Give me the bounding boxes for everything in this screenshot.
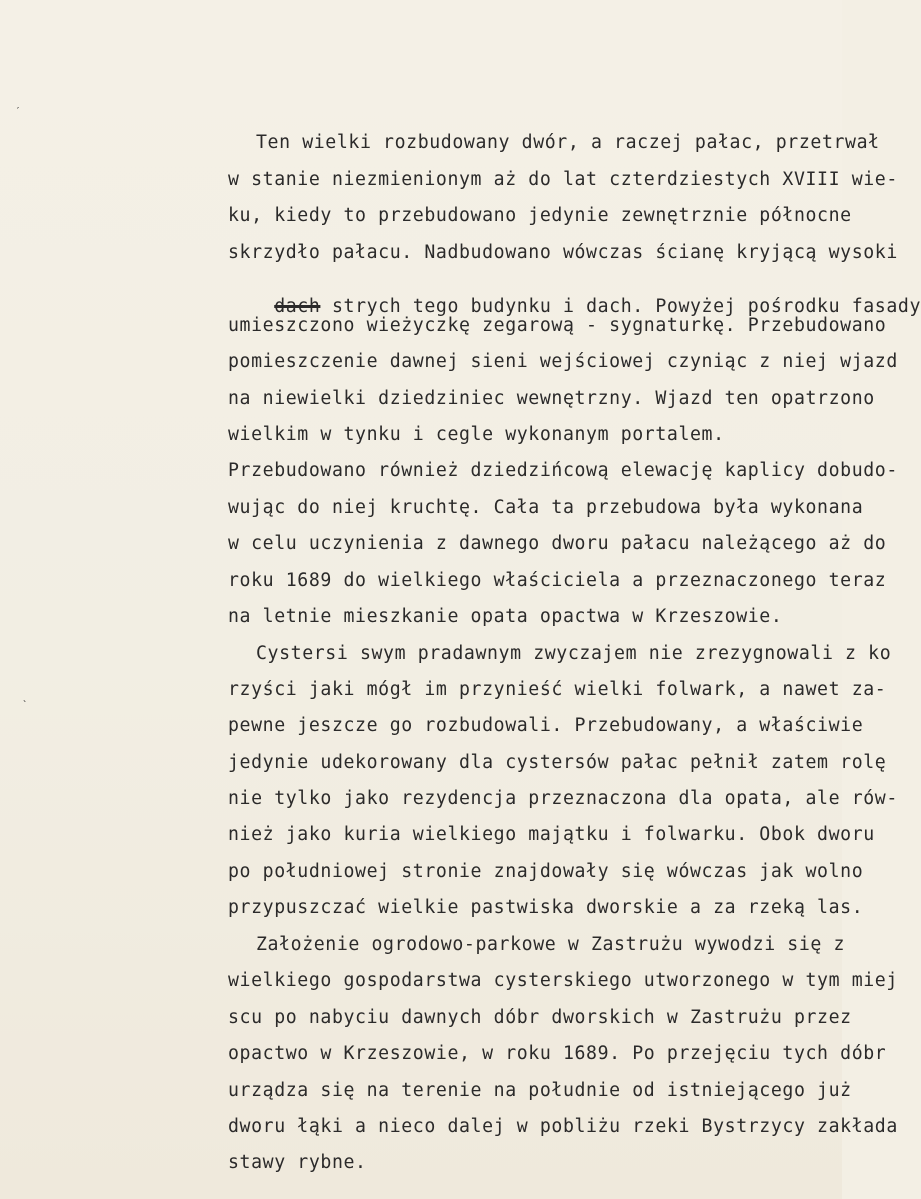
text-line: wując do niej kruchtę. Cała ta przebudowa była wykonana bbox=[228, 497, 864, 518]
text-line: pomieszczenie dawnej sieni wejściowej czyniąc z niej wjazd bbox=[228, 351, 898, 372]
margin-tick-mark: ′ bbox=[15, 106, 22, 117]
text-line: w celu uczynienia z dawnego dworu pałacu należącego aż do bbox=[228, 533, 887, 554]
text-line: roku 1689 do wielkiego właściciela a przeznaczonego teraz bbox=[228, 570, 887, 591]
text-line: urządza się na terenie na południe od istniejącego już bbox=[228, 1080, 852, 1101]
text-line: Założenie ogrodowo-parkowe w Zastrużu wywodzi się z bbox=[256, 934, 846, 955]
text-line: ku, kiedy to przebudowano jedynie zewnętrznie północne bbox=[228, 205, 852, 226]
text-line: jedynie udekorowany dla cystersów pałac pełnił zatem rolę bbox=[228, 752, 887, 773]
text-line: rzyści jaki mógł im przynieść wielki folwark, a nawet za- bbox=[228, 679, 887, 700]
text-line: scu po nabyciu dawnych dóbr dworskich w Zastrużu przez bbox=[228, 1007, 852, 1028]
text-line: na niewielki dziedziniec wewnętrzny. Wjazd ten opatrzono bbox=[228, 388, 875, 409]
text-line: przypuszczać wielkie pastwiska dworskie a za rzeką las. bbox=[228, 897, 864, 918]
text-line: Przebudowano również dziedzińcową elewację kaplicy dobudo- bbox=[228, 460, 898, 481]
text-line: skrzydło pałacu. Nadbudowano wówczas ścianę kryjącą wysoki bbox=[228, 242, 898, 263]
text-line: wielkiego gospodarstwa cysterskiego utworzonego w tym miej bbox=[228, 970, 898, 991]
text-line: wielkim w tynku i cegle wykonanym portalem. bbox=[228, 424, 725, 445]
text-line: opactwo w Krzeszowie, w roku 1689. Po przejęciu tych dóbr bbox=[228, 1043, 887, 1064]
margin-tick-mark: ` bbox=[22, 700, 29, 711]
text-line-remainder: strych tego budynku i dach. Powyżej pośrodku fasady bbox=[331, 296, 921, 318]
text-line: Ten wielki rozbudowany dwór, a raczej pałac, przetrwał bbox=[256, 132, 880, 153]
text-line: pewne jeszcze go rozbudowali. Przebudowany, a właściwie bbox=[228, 715, 864, 736]
struck-out-word: dach bbox=[274, 296, 321, 318]
text-line: dworu łąki a nieco dalej w pobliżu rzeki Bystrzycy zakłada bbox=[228, 1116, 898, 1137]
text-line: Cystersi swym pradawnym zwyczajem nie zrezygnowali z ko bbox=[256, 643, 892, 664]
text-line: na letnie mieszkanie opata opactwa w Krzeszowie. bbox=[228, 606, 783, 627]
text-line: umieszczono wieżyczkę zegarową - sygnaturkę. Przebudowano bbox=[228, 315, 887, 336]
text-line: nież jako kuria wielkiego majątku i folwarku. Obok dworu bbox=[228, 824, 875, 845]
text-line: w stanie niezmienionym aż do lat czterdziestych XVIII wie- bbox=[228, 169, 898, 190]
text-line: nie tylko jako rezydencja przeznaczona dla opata, ale rów- bbox=[228, 788, 898, 809]
text-line: stawy rybne. bbox=[228, 1152, 367, 1173]
text-line: po południowej stronie znajdowały się wówczas jak wolno bbox=[228, 861, 864, 882]
